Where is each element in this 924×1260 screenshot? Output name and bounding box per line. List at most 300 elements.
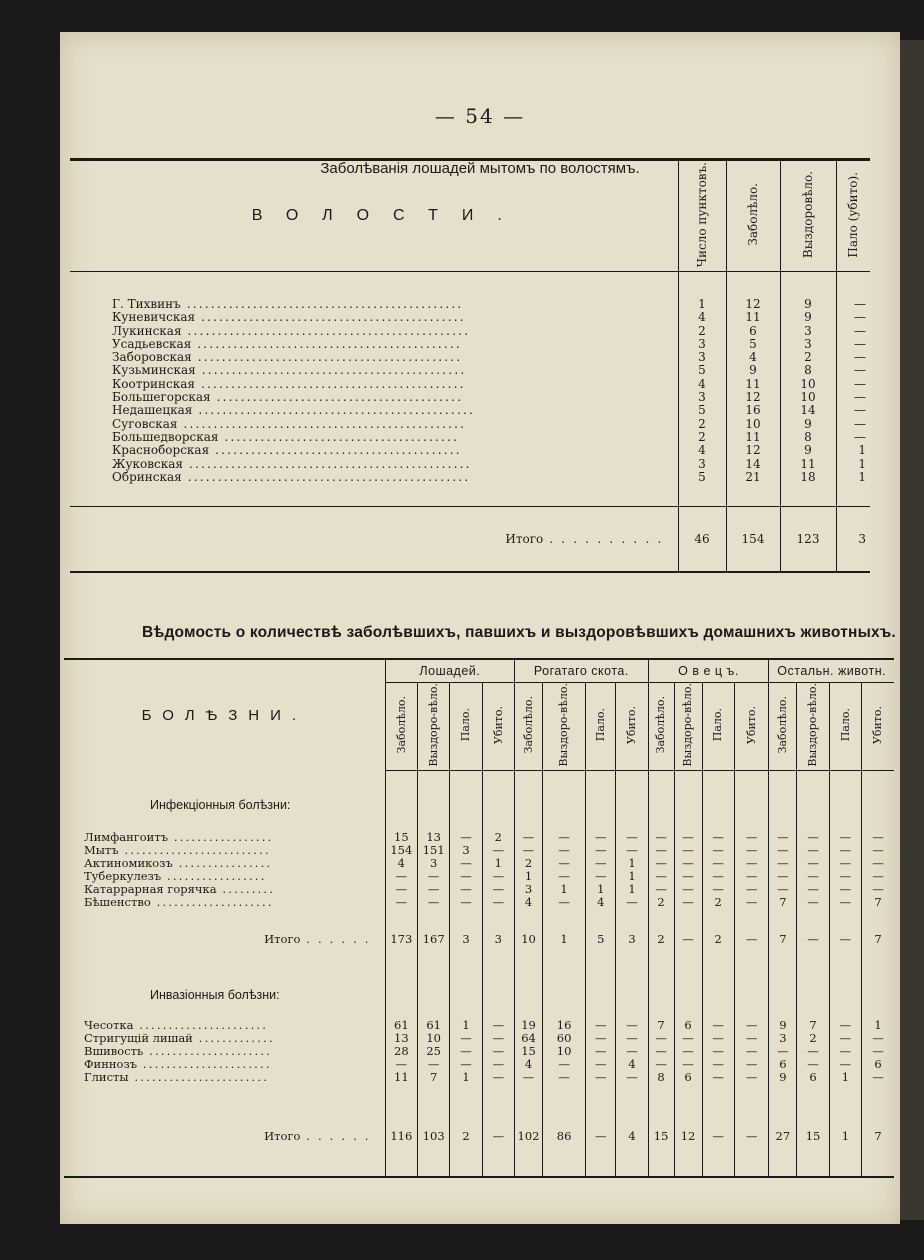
total-value: 167	[418, 927, 450, 953]
value-cell: —	[769, 883, 797, 896]
group-cattle: Рогатаго скота.	[515, 659, 649, 683]
value-cell: 4	[678, 311, 726, 324]
table-row	[70, 325, 870, 338]
volost-name-text: Кузьминская	[112, 364, 196, 378]
value-cell: 1	[543, 883, 586, 896]
page-edge	[898, 40, 924, 1220]
spacer-cell	[862, 823, 894, 831]
spacer-cell	[648, 1150, 674, 1177]
value-cell: —	[829, 883, 861, 896]
spacer-cell	[418, 985, 450, 1007]
spacer-cell	[674, 1007, 702, 1019]
value-cell: —	[543, 857, 586, 870]
value-cell: 28	[385, 1045, 417, 1058]
spacer-cell	[543, 953, 586, 985]
value-cell: —	[616, 844, 648, 857]
value-cell: —	[482, 896, 514, 909]
col-sick-header: Заболѣло.	[726, 160, 780, 272]
value-cell: 4	[515, 1058, 543, 1071]
spacer-cell	[829, 1084, 861, 1124]
spacer-cell	[648, 953, 674, 985]
value-cell: —	[829, 896, 861, 909]
value-cell: 10	[780, 391, 836, 404]
sub-header: Пало.	[829, 683, 861, 771]
table-row	[70, 458, 870, 471]
value-cell: —	[702, 1058, 734, 1071]
spacer-cell	[515, 909, 543, 927]
page-number: — 54 —	[434, 104, 526, 128]
spacer-cell	[616, 953, 648, 985]
value-cell: —	[797, 870, 829, 883]
value-cell: —	[586, 1058, 616, 1071]
disease-name	[64, 844, 385, 857]
value-cell: 3	[450, 844, 482, 857]
spacer-cell	[829, 985, 861, 1007]
spacer-cell	[515, 1084, 543, 1124]
disease-name-text: Бѣшенство	[84, 895, 151, 909]
spacer-cell	[482, 770, 514, 789]
sub-header: Заболѣло.	[648, 683, 674, 771]
value-cell: —	[797, 896, 829, 909]
value-cell: —	[543, 896, 586, 909]
sub-header: Выздоро-вѣло.	[418, 683, 450, 771]
sub-header: Заболѣло.	[769, 683, 797, 771]
volost-name	[70, 351, 678, 364]
spacer-cell	[734, 1084, 769, 1124]
disease-name-text: Финнозъ	[84, 1057, 138, 1071]
value-cell: 1	[616, 883, 648, 896]
value-cell: —	[482, 1019, 514, 1032]
spacer-cell	[418, 770, 450, 789]
spacer-cell	[734, 985, 769, 1007]
value-cell: —	[418, 870, 450, 883]
value-cell: 16	[726, 404, 780, 417]
value-cell: —	[586, 1019, 616, 1032]
spacer-cell	[678, 484, 726, 507]
total-value: 7	[862, 927, 894, 953]
disease-name	[64, 896, 385, 909]
value-cell: —	[450, 1032, 482, 1045]
table-row	[64, 870, 894, 883]
spacer-cell	[734, 789, 769, 823]
value-cell: —	[543, 1071, 586, 1084]
spacer-cell	[616, 789, 648, 823]
volost-name	[70, 364, 678, 377]
value-cell: —	[862, 844, 894, 857]
leader-dots: . . . . . . . . . .	[543, 531, 664, 546]
volost-name-text: Большедворская	[112, 430, 219, 444]
spacer-cell	[829, 909, 861, 927]
spacer-cell	[829, 770, 861, 789]
spacer-cell	[734, 909, 769, 927]
spacer-cell	[829, 953, 861, 985]
value-cell: 21	[726, 471, 780, 484]
value-cell: —	[616, 831, 648, 844]
value-cell: 15	[515, 1045, 543, 1058]
sub-header: Выздоро-вѣло.	[674, 683, 702, 771]
spacer-cell	[482, 789, 514, 823]
leader-dots: ..............................................	[192, 404, 475, 418]
spacer-cell	[797, 823, 829, 831]
leader-dots: ............................................	[191, 337, 462, 351]
table-row	[70, 418, 870, 431]
spacer-cell	[586, 1007, 616, 1019]
value-cell: —	[586, 857, 616, 870]
spacer-cell	[418, 1150, 450, 1177]
volost-name	[70, 418, 678, 431]
spacer-cell	[586, 953, 616, 985]
spacer-cell	[797, 909, 829, 927]
spacer-cell	[702, 823, 734, 831]
value-cell: —	[674, 844, 702, 857]
disease-name-text: Туберкулезъ	[84, 869, 162, 883]
spacer-cell	[734, 953, 769, 985]
value-cell: 2	[648, 896, 674, 909]
total-value: 1	[543, 927, 586, 953]
value-cell: 7	[418, 1071, 450, 1084]
value-cell: —	[797, 844, 829, 857]
leader-dots: .........	[216, 882, 276, 896]
volost-name	[70, 471, 678, 484]
total-value: 173	[385, 927, 417, 953]
value-cell: 11	[726, 431, 780, 444]
total-value: —	[829, 927, 861, 953]
total-value: 4	[616, 1124, 648, 1150]
value-cell: —	[862, 1032, 894, 1045]
value-cell: 25	[418, 1045, 450, 1058]
value-cell: 9	[769, 1071, 797, 1084]
value-cell: 7	[862, 896, 894, 909]
spacer-cell	[450, 985, 482, 1007]
total-value: 3	[836, 507, 870, 573]
value-cell: —	[769, 1045, 797, 1058]
diseases-table	[64, 658, 894, 1178]
spacer-cell	[862, 985, 894, 1007]
value-cell: —	[648, 831, 674, 844]
value-cell: —	[702, 844, 734, 857]
value-cell: —	[648, 883, 674, 896]
value-cell: 4	[515, 896, 543, 909]
spacer-cell	[862, 953, 894, 985]
table-row	[70, 311, 870, 324]
spacer-cell	[797, 953, 829, 985]
spacer-cell	[385, 770, 417, 789]
value-cell: 4	[726, 351, 780, 364]
table-row	[70, 431, 870, 444]
value-cell: 18	[780, 471, 836, 484]
volost-name	[70, 378, 678, 391]
value-cell: 8	[648, 1071, 674, 1084]
value-cell: —	[385, 883, 417, 896]
spacer-cell	[385, 953, 417, 985]
volost-name	[70, 391, 678, 404]
spacer-cell	[482, 909, 514, 927]
value-cell: —	[734, 857, 769, 870]
table-row	[70, 378, 870, 391]
value-cell: —	[702, 857, 734, 870]
value-cell: —	[734, 831, 769, 844]
value-cell: —	[829, 1019, 861, 1032]
value-cell: 2	[797, 1032, 829, 1045]
table-row	[70, 351, 870, 364]
disease-name	[64, 1019, 385, 1032]
volost-name-text: Усадьевская	[112, 337, 192, 351]
value-cell: 16	[543, 1019, 586, 1032]
total-value: —	[674, 927, 702, 953]
spacer-cell	[586, 1150, 616, 1177]
spacer-cell	[797, 1084, 829, 1124]
table-row	[70, 444, 870, 457]
value-cell: 2	[678, 431, 726, 444]
spacer-cell	[586, 909, 616, 927]
value-cell: —	[543, 1058, 586, 1071]
spacer-cell	[648, 770, 674, 789]
spacer-cell	[543, 1150, 586, 1177]
total-value: 7	[862, 1124, 894, 1150]
total-label-text: Итого	[264, 1129, 301, 1144]
section-title: Инвазіонныя болѣзни:	[150, 988, 280, 1003]
value-cell: 1	[616, 870, 648, 883]
value-cell: 5	[678, 404, 726, 417]
spacer-cell	[515, 770, 543, 789]
value-cell: —	[616, 1045, 648, 1058]
value-cell: 7	[648, 1019, 674, 1032]
spacer-cell	[515, 1150, 543, 1177]
value-cell: 1	[836, 471, 870, 484]
table-row	[70, 338, 870, 351]
value-cell: —	[450, 831, 482, 844]
table2-title: Вѣдомость о количествѣ заболѣвшихъ, павшихъ и выздоровѣвшихъ домашнихъ животныхъ.	[142, 624, 896, 641]
spacer-cell	[515, 823, 543, 831]
spacer-cell	[586, 770, 616, 789]
value-cell: 9	[780, 298, 836, 311]
value-cell: —	[797, 1045, 829, 1058]
value-cell: 5	[678, 471, 726, 484]
value-cell: 3	[780, 338, 836, 351]
value-cell: —	[836, 338, 870, 351]
total-label-text: Итого	[264, 932, 301, 947]
total-label	[64, 1124, 385, 1150]
leader-dots: ................	[172, 856, 273, 870]
value-cell: 3	[515, 883, 543, 896]
value-cell: 9	[726, 364, 780, 377]
leader-dots: .......................................	[218, 430, 460, 444]
value-cell: 13	[385, 1032, 417, 1045]
spacer-cell	[769, 770, 797, 789]
spacer-cell	[482, 1150, 514, 1177]
value-cell: 10	[780, 378, 836, 391]
spacer-cell	[543, 789, 586, 823]
value-cell: 1	[678, 298, 726, 311]
spacer-cell	[678, 272, 726, 299]
leader-dots: ...............................................	[177, 417, 467, 431]
spacer-cell	[674, 770, 702, 789]
value-cell: —	[482, 1045, 514, 1058]
table-row	[70, 364, 870, 377]
spacer-cell	[702, 770, 734, 789]
spacer-cell	[515, 985, 543, 1007]
value-cell: —	[616, 1071, 648, 1084]
value-cell: —	[836, 431, 870, 444]
value-cell: —	[797, 831, 829, 844]
spacer-cell	[385, 823, 417, 831]
disease-name-text: Вшивость	[84, 1044, 144, 1058]
spacer-cell	[862, 789, 894, 823]
sub-header: Убито.	[734, 683, 769, 771]
table-row	[64, 1019, 894, 1032]
spacer-cell	[543, 909, 586, 927]
spacer-cell	[64, 1084, 385, 1124]
value-cell: —	[702, 1019, 734, 1032]
value-cell: —	[586, 870, 616, 883]
value-cell: 4	[586, 896, 616, 909]
value-cell: —	[586, 1071, 616, 1084]
spacer-cell	[726, 272, 780, 299]
spacer-cell	[648, 823, 674, 831]
table-row	[64, 1032, 894, 1045]
value-cell: —	[829, 857, 861, 870]
leader-dots: ............................................	[195, 364, 467, 378]
value-cell: 5	[726, 338, 780, 351]
value-cell: —	[515, 844, 543, 857]
value-cell: 8	[780, 431, 836, 444]
value-cell: 3	[418, 857, 450, 870]
spacer-cell	[385, 909, 417, 927]
value-cell: —	[836, 404, 870, 417]
leader-dots: ..............................................	[180, 298, 464, 311]
spacer-cell	[616, 823, 648, 831]
value-cell: —	[734, 870, 769, 883]
disease-name-text: Глисты	[84, 1070, 129, 1084]
spacer-cell	[726, 484, 780, 507]
value-cell: 61	[418, 1019, 450, 1032]
spacer-cell	[797, 770, 829, 789]
spacer-cell	[586, 789, 616, 823]
total-value: 10	[515, 927, 543, 953]
value-cell: —	[702, 870, 734, 883]
total-value: —	[702, 1124, 734, 1150]
disease-name-text: Чесотка	[84, 1018, 134, 1032]
leader-dots: .................	[161, 869, 267, 883]
value-cell: —	[797, 1058, 829, 1071]
leader-dots: ....................	[150, 895, 274, 909]
volost-name	[70, 311, 678, 324]
leader-dots: . . . . . .	[300, 932, 371, 947]
spacer-cell	[648, 789, 674, 823]
spacer-cell	[515, 789, 543, 823]
volost-name	[70, 338, 678, 351]
disease-name-text: Мытъ	[84, 843, 119, 857]
value-cell: —	[616, 1019, 648, 1032]
spacer-cell	[797, 1150, 829, 1177]
total-value: 102	[515, 1124, 543, 1150]
spacer-cell	[836, 272, 870, 299]
sub-header: Убито.	[862, 683, 894, 771]
volost-name-text: Куневичская	[112, 311, 196, 325]
spacer-cell	[674, 823, 702, 831]
spacer-cell	[836, 484, 870, 507]
leader-dots: .........................................	[209, 444, 462, 458]
spacer-cell	[616, 985, 648, 1007]
disease-name	[64, 831, 385, 844]
value-cell: —	[543, 870, 586, 883]
spacer-cell	[418, 1084, 450, 1124]
total-value: —	[734, 927, 769, 953]
value-cell: 1	[829, 1071, 861, 1084]
table-row	[64, 1045, 894, 1058]
value-cell: 11	[726, 378, 780, 391]
disease-name-text: Актиномикозъ	[84, 856, 173, 870]
spacer-cell	[674, 953, 702, 985]
spacer-cell	[862, 1150, 894, 1177]
value-cell: —	[674, 883, 702, 896]
value-cell: 6	[674, 1071, 702, 1084]
value-cell: 12	[726, 391, 780, 404]
value-cell: 9	[780, 444, 836, 457]
spacer-cell	[734, 1150, 769, 1177]
value-cell: 1	[450, 1019, 482, 1032]
spacer-cell	[734, 823, 769, 831]
value-cell: —	[482, 883, 514, 896]
value-cell: 1	[515, 870, 543, 883]
spacer-cell	[418, 1007, 450, 1019]
total-value: 46	[678, 507, 726, 573]
value-cell: —	[515, 831, 543, 844]
leader-dots: .........................................	[210, 391, 464, 405]
sub-header: Заболѣло.	[515, 683, 543, 771]
value-cell: 3	[769, 1032, 797, 1045]
spacer-cell	[674, 985, 702, 1007]
value-cell: 2	[482, 831, 514, 844]
volost-name	[70, 444, 678, 457]
spacer-cell	[482, 985, 514, 1007]
value-cell: —	[586, 844, 616, 857]
sub-header: Пало.	[702, 683, 734, 771]
spacer-cell	[385, 1150, 417, 1177]
col-points-header: Число пунктовъ.	[678, 160, 726, 272]
total-value: —	[482, 1124, 514, 1150]
value-cell: 9	[780, 311, 836, 324]
value-cell: 9	[780, 418, 836, 431]
volost-name-text: Коотринская	[112, 377, 195, 391]
value-cell: 12	[726, 298, 780, 311]
value-cell: —	[734, 1032, 769, 1045]
total-value: 116	[385, 1124, 417, 1150]
spacer-cell	[780, 484, 836, 507]
value-cell: —	[616, 896, 648, 909]
total-value: 7	[769, 927, 797, 953]
value-cell: 6	[674, 1019, 702, 1032]
volost-name-text: Жуковская	[112, 457, 183, 471]
value-cell: 14	[726, 458, 780, 471]
spacer-cell	[769, 789, 797, 823]
value-cell: 154	[385, 844, 417, 857]
spacer-cell	[543, 1084, 586, 1124]
value-cell: —	[674, 896, 702, 909]
spacer-cell	[674, 1084, 702, 1124]
spacer-cell	[769, 1150, 797, 1177]
value-cell: 12	[726, 444, 780, 457]
total-value: 3	[450, 927, 482, 953]
spacer-cell	[64, 1007, 385, 1019]
value-cell: 61	[385, 1019, 417, 1032]
section-title: Инфекціонныя болѣзни:	[150, 798, 291, 813]
sub-header: Выздоро-вѣло.	[797, 683, 829, 771]
spacer-cell	[616, 1084, 648, 1124]
spacer-cell	[70, 272, 678, 299]
volost-name-text: Красноборская	[112, 444, 210, 458]
col-died-header: Пало (убито).	[836, 160, 870, 272]
